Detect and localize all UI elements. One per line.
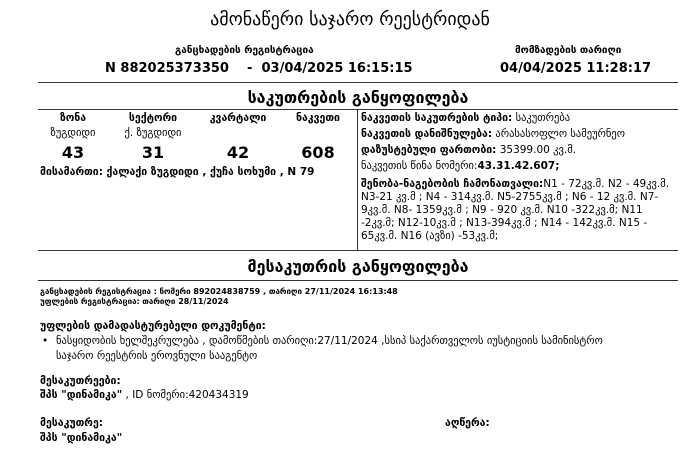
area-label: დაზუსტებული ფართობი:	[361, 144, 497, 156]
parcel-header: ნაკვეთი	[296, 112, 340, 124]
docs-bullet-icon: •	[42, 335, 49, 347]
parcel-value: 608	[301, 143, 335, 162]
divider	[38, 280, 678, 281]
purpose-value: არასასოფლო სამეურნეო	[492, 128, 625, 140]
buildings-block	[361, 178, 679, 243]
address-line	[40, 166, 314, 178]
registration-label: განცხადების რეგისტრაცია	[175, 45, 314, 56]
registration-value: N 882025373350 - 03/04/2025 16:15:15	[105, 61, 413, 76]
buildings-value: N1 - 72კვ.მ. N2 - 49კვ.მ. N3-21 კვ.მ ; N4 - 314კვ.მ. N5-2755კვ.მ ; N6 - 12 კვ.მ. N7- 9კვ.მ. N8- 1359კვ.მ ; N9 - 920 კვ.მ. N10 -322კვ.მ; N11 -2კვ.მ; N12-10კვ.მ ; N13-394კვ.მ ; N14 - 142კვ.მ. N15 - 65კვ.მ. N16 (ავზი) -53კვ.მ;	[361, 178, 670, 242]
divider	[38, 109, 678, 110]
area-line	[361, 144, 576, 156]
sector-sub: ქ. ზუგდიდი	[124, 127, 182, 139]
owner-section-title: მესაკუთრის განყოფილება	[247, 257, 469, 276]
purpose-label: ნაკვეთის დანიშნულება:	[361, 128, 493, 140]
docs-item: საჯარო რეესტრის ეროვნული სააგენტო	[56, 350, 258, 362]
prev-number-line	[361, 160, 559, 172]
quarter-header: კვარტალი	[209, 112, 267, 124]
sector-header: სექტორი	[128, 112, 178, 124]
address-label: მისამართი:	[40, 166, 103, 178]
ownership-type-label: ნაკვეთის საკუთრების ტიპი:	[361, 112, 513, 124]
app-registration-label: განცხადების რეგისტრაცია :	[40, 287, 157, 296]
prep-date-label: მომზადების თარიღი	[515, 45, 622, 56]
ownership-type-value: საკუთრება	[512, 112, 571, 124]
divider	[38, 250, 678, 251]
owners-label: მესაკუთრეები:	[40, 375, 121, 387]
zone-sub: ზუგდიდი	[50, 127, 96, 139]
zone-value: 43	[61, 143, 85, 162]
owner-id: , ID ნომერი:420434319	[122, 389, 249, 401]
owner-name: შპს "დინამიკა"	[40, 389, 123, 401]
docs-label: უფლების დამადასტურებელი დოკუმენტი:	[40, 320, 266, 332]
page-title: ამონაწერი საჯარო რეესტრიდან	[210, 9, 490, 30]
bottom-owner-label: მესაკუთრე:	[40, 417, 103, 429]
address-value: ქალაქი ზუგდიდი , ქუჩა სოხუმი , N 79	[102, 166, 315, 178]
buildings-label: შენობა-ნაგებობის ჩამონათვალი:	[361, 178, 544, 190]
right-registration-label: უფლების რეგისტრაცია:	[40, 297, 140, 306]
zone-header: ზონა	[59, 112, 87, 124]
right-registration-value: თარიღი 28/11/2024	[142, 297, 229, 306]
right-registration-line	[40, 297, 229, 306]
description-label: აღწერა:	[445, 417, 490, 429]
prev-number-value: 43.31.42.607;	[477, 160, 560, 172]
property-section-title: საკუთრების განყოფილება	[247, 88, 469, 107]
quarter-value: 42	[226, 143, 250, 162]
prep-date-value: 04/04/2025 11:28:17	[500, 61, 652, 76]
ownership-type-line	[361, 112, 570, 124]
docs-item: ნასყიდობის ხელშეკრულება , დამოწმების თარიღი:27/11/2024 ,სსიპ საქართველოს იუსტიციის სამინისტრო	[56, 335, 603, 347]
sector-value: 31	[141, 143, 165, 162]
owner-line	[40, 389, 249, 401]
divider	[38, 82, 678, 83]
app-registration-value: ნომერი 892024838759 , თარიღი 27/11/2024 16:13:48	[159, 287, 398, 296]
vertical-divider	[357, 109, 358, 250]
bottom-owner-name: შპს "დინამიკა"	[40, 432, 123, 444]
app-registration-line	[40, 287, 398, 296]
prev-number-label: ნაკვეთის წინა ნომერი:	[361, 160, 478, 172]
area-value: 35399.00 კვ.მ.	[496, 144, 577, 156]
purpose-line	[361, 128, 625, 140]
